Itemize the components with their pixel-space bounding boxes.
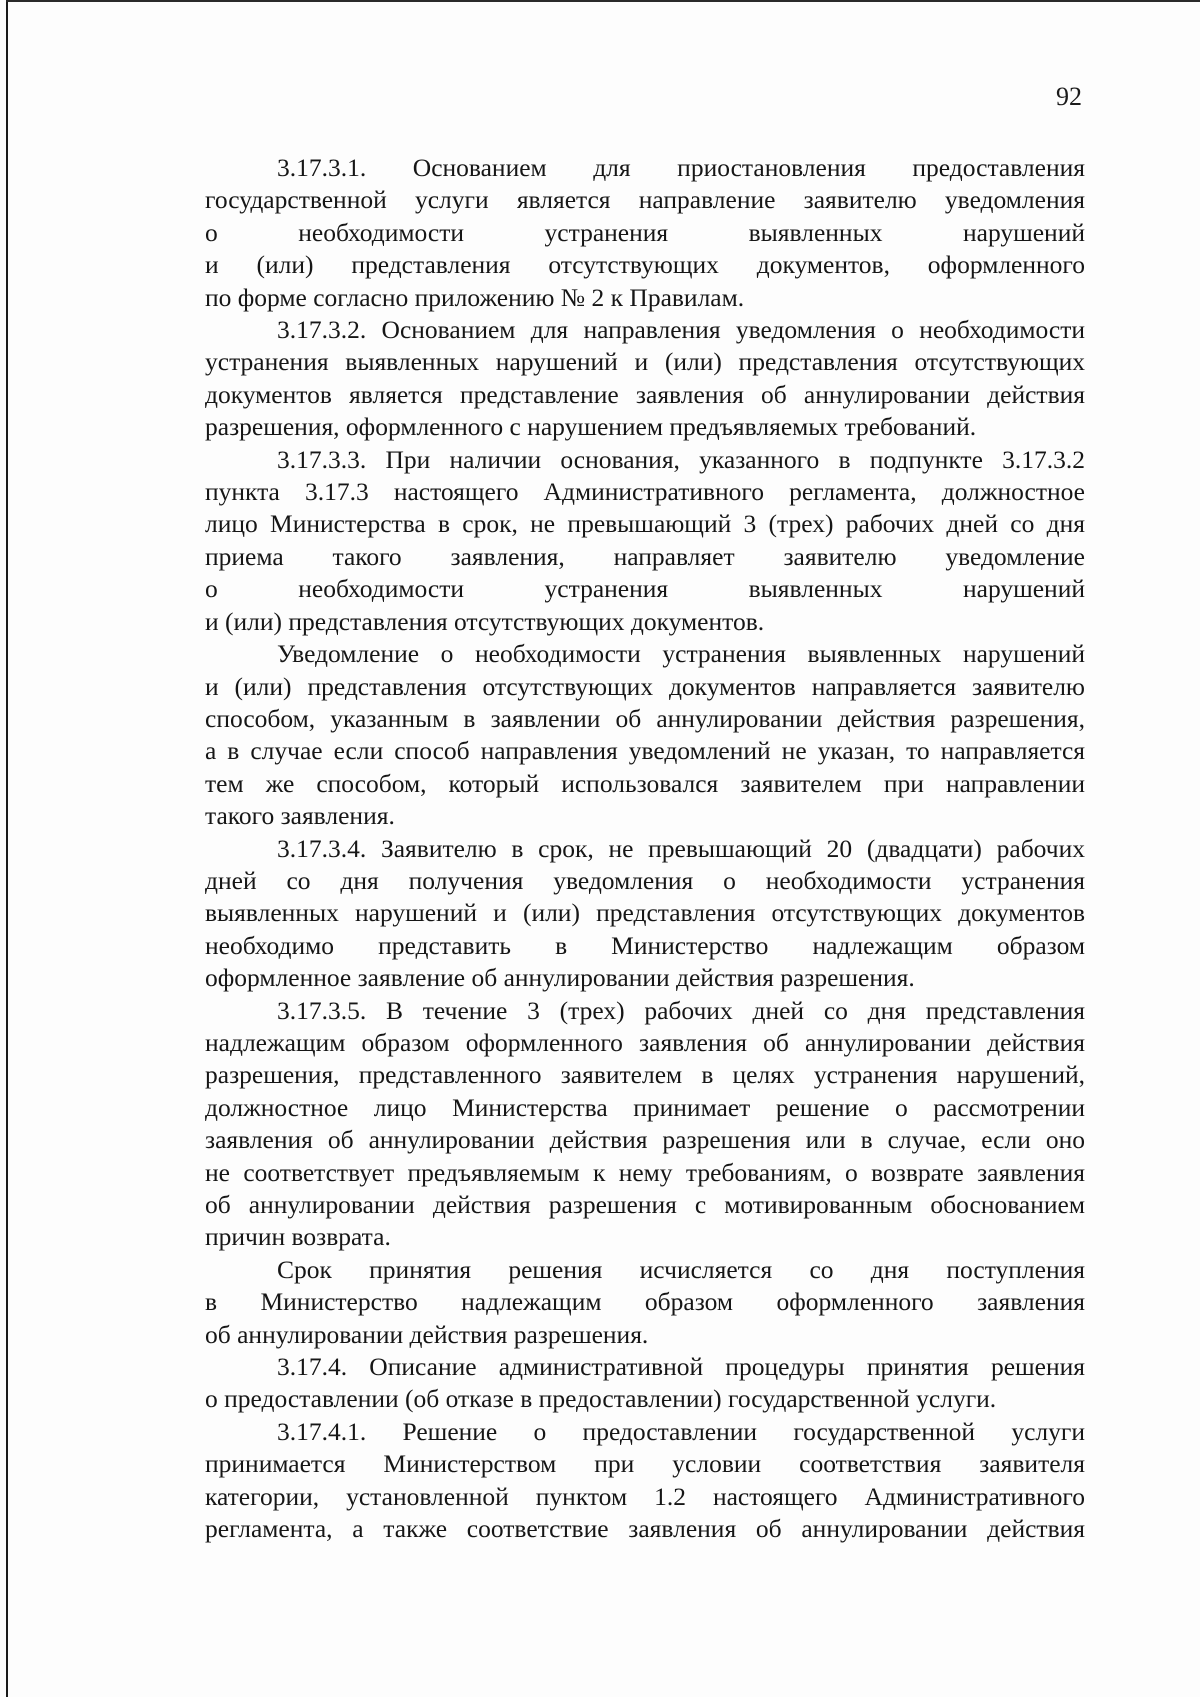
- text-line: оформленное заявление об аннулировании действия разрешения.: [205, 963, 915, 993]
- paragraph: [205, 995, 1085, 1254]
- document-body: [205, 152, 1085, 1545]
- page-number: 92: [1056, 82, 1082, 111]
- paragraph: [205, 1351, 1085, 1416]
- text-line: не соответствует предъявляемым к нему требованиям, о возврате заявления: [205, 1157, 1085, 1187]
- paragraph: [205, 1416, 1085, 1546]
- text-line: а в случае если способ направления уведомлений не указан, то направляется: [205, 736, 1085, 766]
- text-line: необходимо представить в Министерство надлежащим образом: [205, 930, 1085, 960]
- text-line: 3.17.3.3. При наличии основания, указанного в подпункте 3.17.3.2: [277, 444, 1085, 474]
- text-line: дней со дня получения уведомления о необходимости устранения: [205, 865, 1085, 895]
- paragraph: [205, 314, 1085, 444]
- text-line: выявленных нарушений и (или) представления отсутствующих документов: [205, 898, 1085, 928]
- text-line: пункта 3.17.3 настоящего Административного регламента, должностное: [205, 477, 1085, 507]
- text-line: 3.17.4.1. Решение о предоставлении государственной услуги: [277, 1416, 1085, 1446]
- text-line: должностное лицо Министерства принимает решение о рассмотрении: [205, 1092, 1085, 1122]
- text-line: и (или) представления отсутствующих документов.: [205, 606, 765, 636]
- text-line: приема такого заявления, направляет заявителю уведомление: [205, 541, 1085, 571]
- text-line: категории, установленной пунктом 1.2 настоящего Административного: [205, 1481, 1085, 1511]
- text-line: по форме согласно приложению № 2 к Правилам.: [205, 282, 745, 312]
- text-line: разрешения, представленного заявителем в целях устранения нарушений,: [205, 1060, 1085, 1090]
- text-line: 3.17.3.4. Заявителю в срок, не превышающий 20 (двадцати) рабочих: [277, 833, 1085, 863]
- text-line: тем же способом, который использовался заявителем при направлении: [205, 768, 1085, 798]
- text-line: о необходимости устранения выявленных нарушений: [205, 574, 1085, 604]
- text-line: надлежащим образом оформленного заявления об аннулировании действия: [205, 1027, 1085, 1057]
- text-line: об аннулировании действия разрешения с мотивированным обоснованием: [205, 1190, 1085, 1219]
- text-line: и (или) представления отсутствующих документов, оформленного: [205, 250, 1085, 280]
- paragraph: [205, 152, 1085, 314]
- text-line: 3.17.4. Описание административной процедуры принятия решения: [277, 1352, 1085, 1382]
- paragraph: [205, 1254, 1085, 1351]
- text-line: заявления об аннулировании действия разрешения или в случае, если оно: [205, 1125, 1085, 1155]
- text-line: лицо Министерства в срок, не превышающий 3 (трех) рабочих дней со дня: [205, 509, 1085, 539]
- text-line: устранения выявленных нарушений и (или) представления отсутствующих: [205, 347, 1085, 377]
- scan-top-edge: [6, 0, 1200, 2]
- scan-left-edge: [6, 0, 8, 1697]
- text-line: государственной услуги является направление заявителю уведомления: [205, 185, 1085, 215]
- text-line: и (или) представления отсутствующих документов направляется заявителю: [205, 671, 1085, 701]
- text-line: о предоставлении (об отказе в предоставлении) государственной услуги.: [205, 1384, 997, 1414]
- text-line: такого заявления.: [205, 801, 395, 831]
- text-line: Срок принятия решения исчисляется со дня поступления: [277, 1254, 1085, 1284]
- text-line: о необходимости устранения выявленных нарушений: [205, 217, 1085, 247]
- text-line: регламента, а также соответствие заявления об аннулировании действия: [205, 1514, 1085, 1544]
- text-line: в Министерство надлежащим образом оформленного заявления: [205, 1287, 1085, 1317]
- paragraph: [205, 833, 1085, 995]
- text-line: 3.17.3.5. В течение 3 (трех) рабочих дней со дня представления: [277, 995, 1085, 1025]
- text-line: 3.17.3.1. Основанием для приостановления предоставления: [277, 153, 1085, 182]
- text-line: документов является представление заявления об аннулировании действия: [205, 379, 1085, 409]
- text-line: об аннулировании действия разрешения.: [205, 1319, 649, 1349]
- text-line: Уведомление о необходимости устранения выявленных нарушений: [277, 639, 1085, 669]
- text-line: 3.17.3.2. Основанием для направления уведомления о необходимости: [277, 315, 1085, 345]
- text-line: принимается Министерством при условии соответствия заявителя: [205, 1449, 1085, 1479]
- text-line: разрешения, оформленного с нарушением предъявляемых требований.: [205, 412, 977, 442]
- text-line: причин возврата.: [205, 1222, 391, 1252]
- paragraph: [205, 444, 1085, 638]
- text-line: способом, указанным в заявлении об аннулировании действия разрешения,: [205, 703, 1085, 733]
- paragraph: [205, 638, 1085, 832]
